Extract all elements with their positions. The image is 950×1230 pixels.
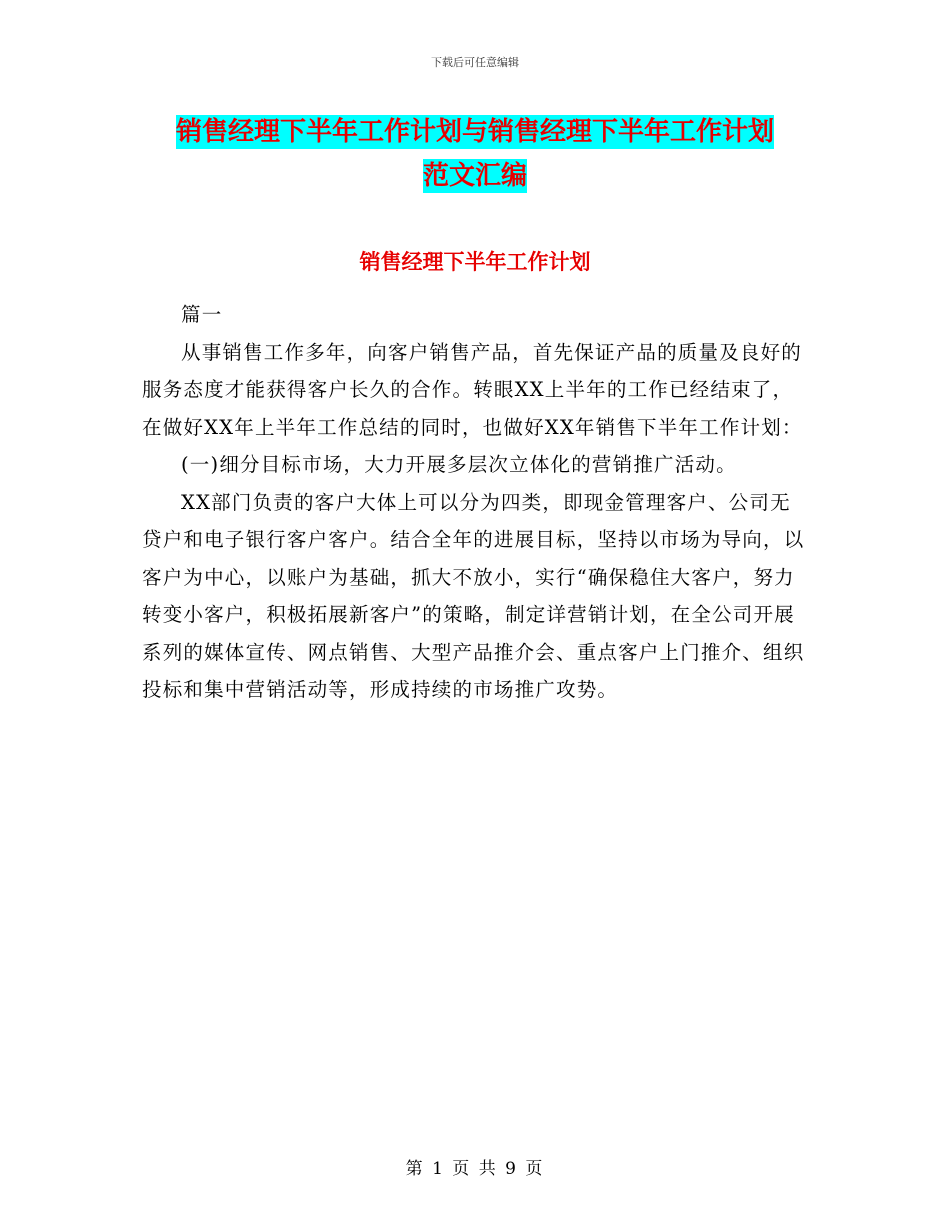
document-title-line1: 销售经理下半年工作计划与销售经理下半年工作计划: [175, 117, 774, 147]
document-body: [142, 296, 810, 709]
header-note: 下载后可任意编辑: [431, 56, 519, 69]
paragraph: (一)细分目标市场，大力开展多层次立体化的营销推广活动。: [181, 453, 737, 476]
section-title: 销售经理下半年工作计划: [359, 250, 591, 274]
document-title: [142, 110, 808, 198]
page-number-footer: 第 1 页 共 9 页: [405, 1159, 545, 1179]
paragraph: 篇一: [181, 303, 223, 326]
paragraph: XX部门负责的客户大体上可以分为四类，即现金管理客户、公司无贷户和电子银行客户客户。结合全年的进展目标，坚持以市场为导向，以客户为中心，以账户为基础，抓大不放小，实行“确保稳住大客户，努力转变小客户，积极拓展新客户”的策略，制定详营销计划，在全公司开展系列的媒体宣传、网点销售、大型产品推介会、重点客户上门推介、组织投标和集中营销活动等，形成持续的市场推广攻势。: [142, 490, 805, 701]
paragraph: 从事销售工作多年，向客户销售产品，首先保证产品的质量及良好的服务态度才能获得客户长久的合作。转眼XX上半年的工作已经结束了，在做好XX年上半年工作总结的同时，也做好XX年销售下半年工作计划：: [142, 340, 803, 439]
document-title-line2: 范文汇编: [422, 161, 527, 191]
